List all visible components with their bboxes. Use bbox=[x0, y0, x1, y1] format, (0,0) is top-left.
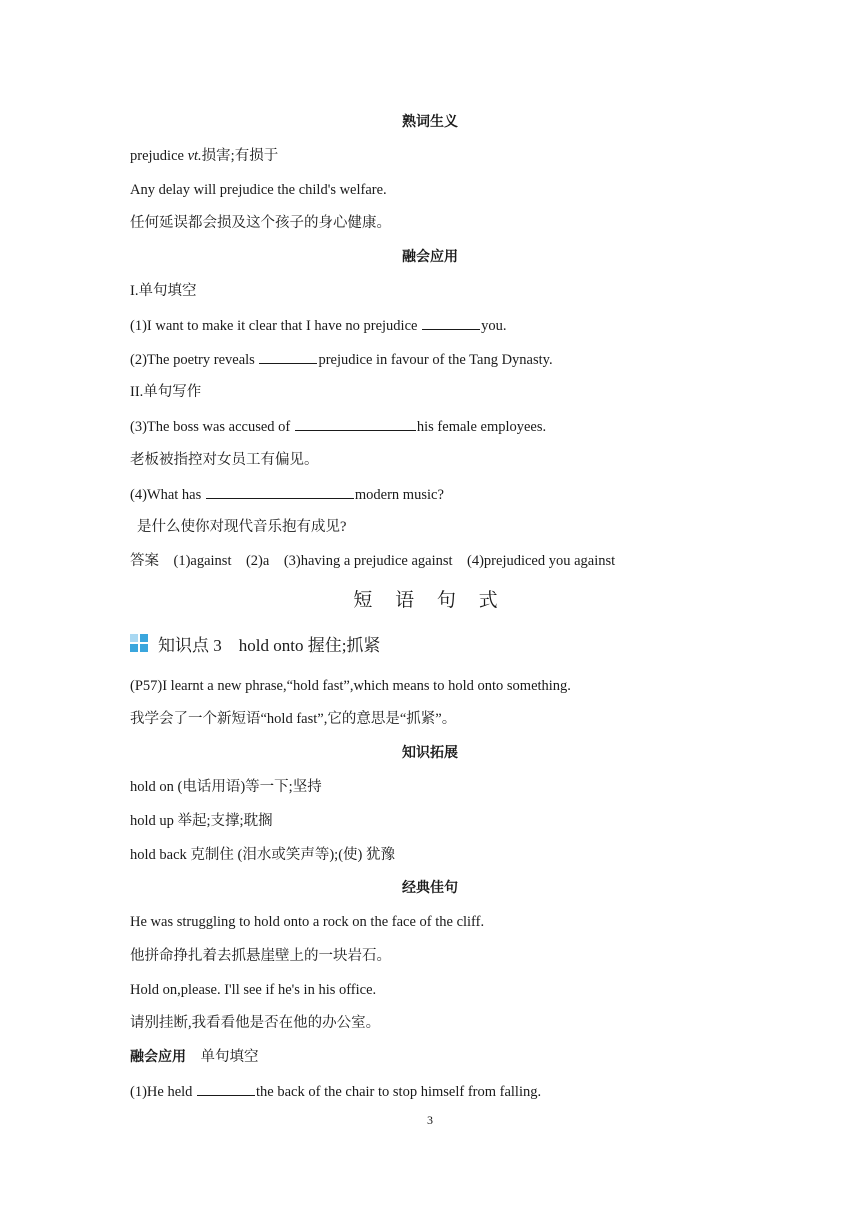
vocab-word: prejudice bbox=[130, 148, 188, 164]
answer-blank[interactable] bbox=[259, 349, 317, 364]
question-3: (3)The boss was accused of his female employees. bbox=[130, 416, 546, 437]
question-3-zh: 老板被指控对女员工有偏见。 bbox=[130, 452, 319, 468]
extension-item: hold back 克制住 (泪水或笑声等);(使) 犹豫 bbox=[130, 847, 395, 863]
question-2: (2)The poetry reveals prejudice in favour of the Tang Dynasty. bbox=[130, 349, 553, 370]
classic-sentence-zh: 请别挂断,我看看他是否在他的办公室。 bbox=[130, 1015, 381, 1031]
extension-item: hold up 举起;支撑;耽搁 bbox=[130, 813, 273, 829]
section-title-apply: 融会应用 bbox=[402, 249, 458, 265]
section-title-familiar-word: 熟词生义 bbox=[402, 114, 458, 130]
exercise2-label: 融会应用 bbox=[130, 1049, 186, 1065]
exercise2-heading bbox=[130, 1047, 259, 1067]
quote-zh: 我学会了一个新短语“hold fast”,它的意思是“抓紧”。 bbox=[130, 711, 457, 727]
answer-key: 答案 (1)against (2)a (3)having a prejudice against (4)prejudiced you against bbox=[130, 553, 616, 569]
vocab-meaning: 损害;有损于 bbox=[201, 148, 279, 164]
extension-item: hold on (电话用语)等一下;坚持 bbox=[130, 779, 322, 795]
section-title-extension: 知识拓展 bbox=[402, 745, 458, 761]
exercise2-question-1: (1)He held the back of the chair to stop himself from falling. bbox=[130, 1081, 541, 1102]
section-title-phrases: 短 语 句 式 bbox=[353, 590, 507, 611]
classic-sentence-zh: 他拼命挣扎着去抓悬崖壁上的一块岩石。 bbox=[130, 948, 391, 964]
answer-blank[interactable] bbox=[206, 484, 354, 499]
four-squares-icon bbox=[130, 634, 150, 654]
answer-blank[interactable] bbox=[422, 315, 480, 330]
answer-blank[interactable] bbox=[197, 1081, 255, 1096]
part2-title: II.单句写作 bbox=[130, 384, 202, 400]
classic-sentence-en: He was struggling to hold onto a rock on the face of the cliff. bbox=[130, 914, 485, 930]
answer-blank[interactable] bbox=[295, 416, 416, 431]
part1-title: I.单句填空 bbox=[130, 283, 197, 299]
question-1: (1)I want to make it clear that I have no prejudice you. bbox=[130, 315, 506, 336]
example-zh: 任何延误都会损及这个孩子的身心健康。 bbox=[130, 215, 391, 231]
vocab-entry bbox=[130, 146, 278, 166]
example-en: Any delay will prejudice the child's welfare. bbox=[130, 182, 387, 198]
question-4-zh: 是什么使你对现代音乐抱有成见? bbox=[137, 519, 347, 535]
classic-sentence-en: Hold on,please. I'll see if he's in his office. bbox=[130, 982, 377, 998]
page-number: 3 bbox=[427, 1113, 433, 1127]
section-title-classic: 经典佳句 bbox=[402, 880, 458, 896]
quote-en: (P57)I learnt a new phrase,“hold fast”,which means to hold onto something. bbox=[130, 678, 571, 694]
vocab-pos: vt. bbox=[187, 148, 202, 164]
exercise2-type: 单句填空 bbox=[186, 1049, 259, 1065]
knowledge-point-title: 知识点 3 hold onto 握住;抓紧 bbox=[158, 636, 381, 655]
question-4: (4)What has modern music? bbox=[130, 484, 444, 505]
